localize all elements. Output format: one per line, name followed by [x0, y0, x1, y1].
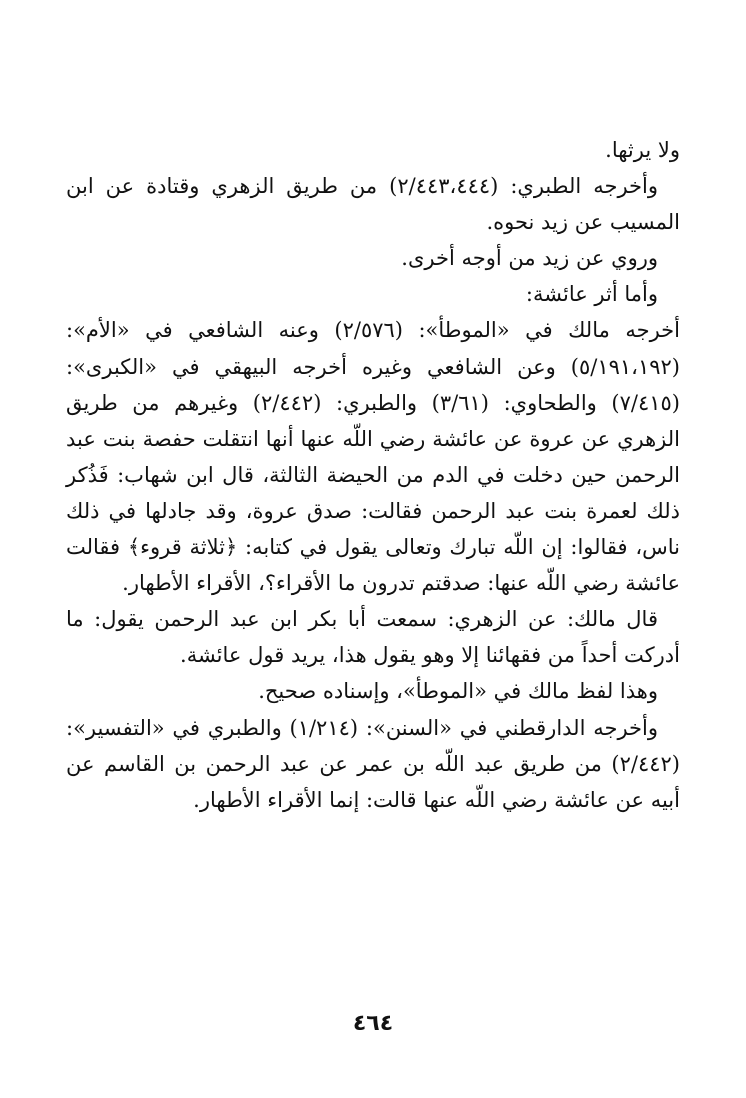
paragraph: وأخرجه الدارقطني في «السنن»: (١/٢١٤) والطبري في «التفسير»: (٢/٤٤٢) من طريق عبد اللّه بن عمر عن عبد الرحمن بن القاسم عن أبيه عن عائشة رضي اللّه عنها قالت: إنما الأقراء الأطهار. [66, 715, 680, 812]
paragraph: أخرجه مالك في «الموطأ»: (٢/٥٧٦) وعنه الشافعي في «الأم»: (٥/١٩١،١٩٢) وعن الشافعي وغيره أخرجه البيهقي في «الكبرى»: (٧/٤١٥) والطحاوي: (٣/٦١) والطبري: (٢/٤٤٢) وغيرهم من طريق الزهري عن عروة عن عائشة رضي اللّه عنها أنها انتقلت حفصة بنت عبد الرحمن حين دخلت في الدم من الحيضة الثالثة، قال ابن شهاب: فَذُكر ذلك لعمرة بنت عبد الرحمن فقالت: صدق عروة، وقد جادلها في ذلك ناس، فقالوا: إن اللّه تبارك وتعالى يقول في كتابه: ﴿ثلاثة قروء﴾ فقالت عائشة رضي اللّه عنها: صدقتم تدرون ما الأقراء؟، الأقراء الأطهار. [66, 318, 680, 596]
paragraph: وأما أثر عائشة: [525, 282, 658, 307]
page-number: ٤٦٤ [352, 1011, 394, 1036]
paragraph: قال مالك: عن الزهري: سمعت أبا بكر ابن عبد الرحمن يقول: ما أدركت أحداً من فقهائنا إلا وهو يقول هذا، يريد قول عائشة. [66, 607, 680, 668]
page-body-text [66, 132, 680, 818]
paragraph: ولا يرثها. [605, 138, 680, 162]
paragraph: وروي عن زيد من أوجه أخرى. [401, 246, 658, 271]
paragraph: وأخرجه الطبري: (٢/٤٤٣،٤٤٤) من طريق الزهري وقتادة عن ابن المسيب عن زيد نحوه. [66, 174, 680, 235]
paragraph: وهذا لفظ مالك في «الموطأ»، وإسناده صحيح. [258, 679, 658, 704]
